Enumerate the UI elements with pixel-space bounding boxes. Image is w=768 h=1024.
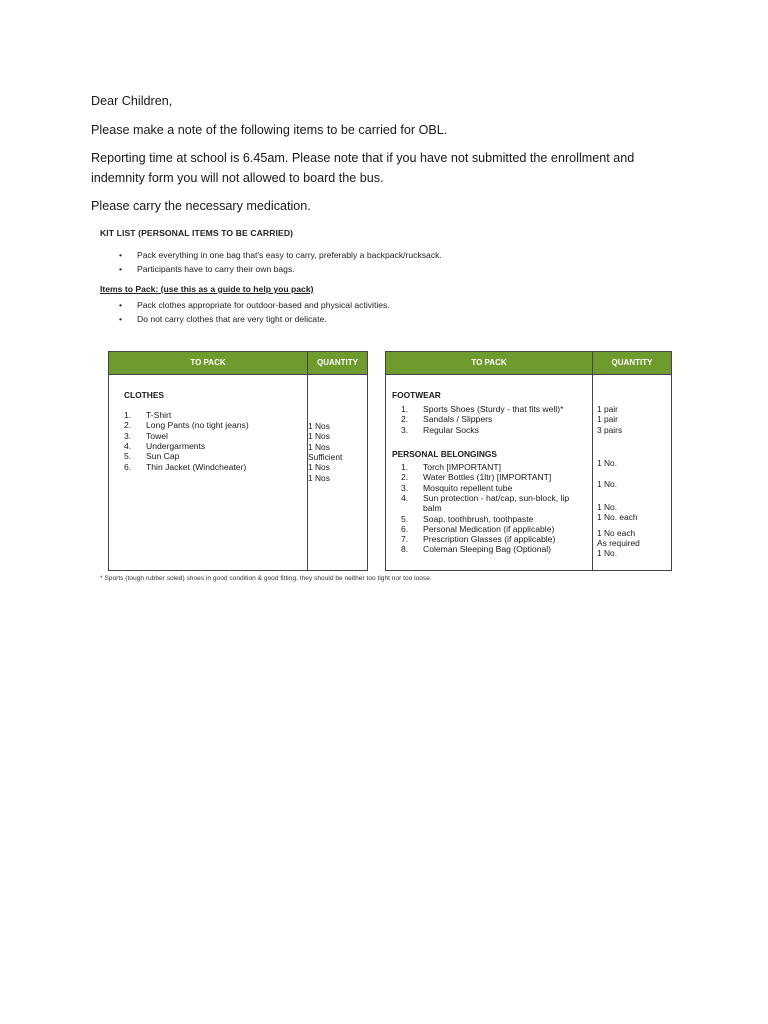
row-item: Water Bottles (1ltr) [IMPORTANT] xyxy=(423,472,552,483)
row-item: Prescription Glasses (if applicable) xyxy=(423,534,556,545)
row-number: 3. xyxy=(401,424,409,435)
row-item: Sun protection - hat/cap, sun-block, lip xyxy=(423,492,570,503)
table-row xyxy=(124,451,179,461)
row-number: 5. xyxy=(124,451,132,462)
header-divider xyxy=(386,374,671,375)
clothes-table xyxy=(108,351,368,571)
paragraph-reporting-time: Reporting time at school is 6.45am. Please note that if you have not submitted the enrollment and indemnity form you will not allowed to board the bus. xyxy=(91,151,635,185)
row-number: 8. xyxy=(401,544,409,555)
table-row xyxy=(401,483,512,493)
items-to-pack-title: Items to Pack: (use this as a guide to help you pack) xyxy=(100,284,314,294)
kit-list-section xyxy=(100,228,680,328)
row-item: Soap, toothbrush, toothpaste xyxy=(423,513,534,524)
row-item: Long Pants (no tight jeans) xyxy=(146,420,249,431)
row-quantity: 1 No. xyxy=(597,502,618,512)
row-item: Coleman Sleeping Bag (Optional) xyxy=(423,544,552,555)
table-row xyxy=(401,524,554,534)
paragraph-items-note: Please make a note of the following items to be carried for OBL. xyxy=(91,122,448,137)
section-footwear: FOOTWEAR xyxy=(392,390,441,400)
row-quantity: As required xyxy=(597,538,640,548)
column-divider xyxy=(592,352,593,570)
row-quantity: Sufficient xyxy=(308,451,343,462)
row-quantity: 1 No. xyxy=(597,458,618,468)
row-quantity: 1 Nos xyxy=(308,421,330,431)
table-row xyxy=(401,544,551,554)
row-number: 2. xyxy=(401,414,409,425)
table-header-to-pack: TO PACK xyxy=(386,352,592,374)
table-row xyxy=(124,420,249,430)
table-header-to-pack: TO PACK xyxy=(109,352,307,374)
footnote: * Sports (tough rubber soled) shoes in good condition & good fitting, they should be neither too tight nor too loose. xyxy=(100,575,432,582)
row-number: 4. xyxy=(401,492,409,503)
row-quantity: 1 No. each xyxy=(597,512,638,522)
row-number: 4. xyxy=(124,440,132,451)
row-quantity: 1 pair xyxy=(597,404,618,414)
table-row xyxy=(401,414,492,424)
row-item: Personal Medication (if applicable) xyxy=(423,523,555,534)
table-row xyxy=(401,404,563,414)
header-divider xyxy=(109,374,367,375)
paragraph-medication: Please carry the necessary medication. xyxy=(91,199,311,213)
row-item: T-Shirt xyxy=(146,410,172,420)
kit-list-title: KIT LIST (PERSONAL ITEMS TO BE CARRIED) xyxy=(100,228,294,238)
row-number: 2. xyxy=(401,472,409,483)
table-row xyxy=(124,462,246,472)
pack-bullet: • Do not carry clothes that are very tight or delicate. xyxy=(100,314,680,324)
letter-body xyxy=(91,92,691,226)
table-row xyxy=(124,431,168,441)
kit-bullet: • Participants have to carry their own bags. xyxy=(100,264,680,274)
table-header-quantity: QUANTITY xyxy=(308,352,367,374)
row-quantity: 1 pair xyxy=(597,414,618,425)
table-row xyxy=(401,493,569,503)
table-row xyxy=(401,514,533,524)
row-number: 7. xyxy=(401,534,409,545)
row-number: 6. xyxy=(401,523,409,534)
row-quantity: 1 Nos xyxy=(308,441,330,452)
table-row xyxy=(124,441,205,451)
row-item: Mosquito repellent tube xyxy=(423,482,513,493)
row-number: 3. xyxy=(124,430,132,441)
row-item-continued: balm xyxy=(423,503,442,514)
row-quantity: 3 pairs xyxy=(597,424,623,435)
row-number: 5. xyxy=(401,513,409,524)
row-item: Sports Shoes (Sturdy - that fits well)* xyxy=(423,404,564,414)
row-item: Torch [IMPORTANT] xyxy=(423,462,501,472)
row-item: Sandals / Slippers xyxy=(423,414,493,425)
kit-bullets xyxy=(100,250,680,274)
row-number: 6. xyxy=(124,461,132,472)
row-item: Regular Socks xyxy=(423,424,479,435)
table-row xyxy=(401,472,551,482)
row-item: Undergarments xyxy=(146,440,206,451)
table-row xyxy=(401,462,501,472)
table-row xyxy=(124,410,171,420)
row-number: 2. xyxy=(124,420,132,431)
row-number: 1. xyxy=(401,404,409,414)
row-item: Thin Jacket (Windcheater) xyxy=(146,461,247,472)
table-row xyxy=(401,534,555,544)
row-number: 1. xyxy=(124,410,132,420)
row-item: Towel xyxy=(146,430,168,441)
section-personal-belongings: PERSONAL BELONGINGS xyxy=(392,449,498,459)
row-item: Sun Cap xyxy=(146,451,180,462)
table-header-quantity: QUANTITY xyxy=(593,352,671,374)
table-row xyxy=(401,425,479,435)
row-quantity: 1 No each xyxy=(597,528,636,538)
section-clothes: CLOTHES xyxy=(124,390,165,400)
kit-bullet: • Pack everything in one bag that's easy to carry, preferably a backpack/rucksack. xyxy=(100,250,680,260)
row-number: 1. xyxy=(401,462,409,472)
pack-bullets xyxy=(100,300,680,324)
belongings-table xyxy=(385,351,672,571)
row-quantity: 1 Nos xyxy=(308,431,330,442)
row-quantity: 1 Nos xyxy=(308,472,330,483)
row-quantity: 1 Nos xyxy=(308,462,330,473)
pack-bullet: • Pack clothes appropriate for outdoor-based and physical activities. xyxy=(100,300,680,310)
row-quantity: 1 No. xyxy=(597,479,618,489)
row-quantity: 1 No. xyxy=(597,548,618,558)
greeting: Dear Children, xyxy=(91,94,173,108)
row-number: 3. xyxy=(401,482,409,493)
